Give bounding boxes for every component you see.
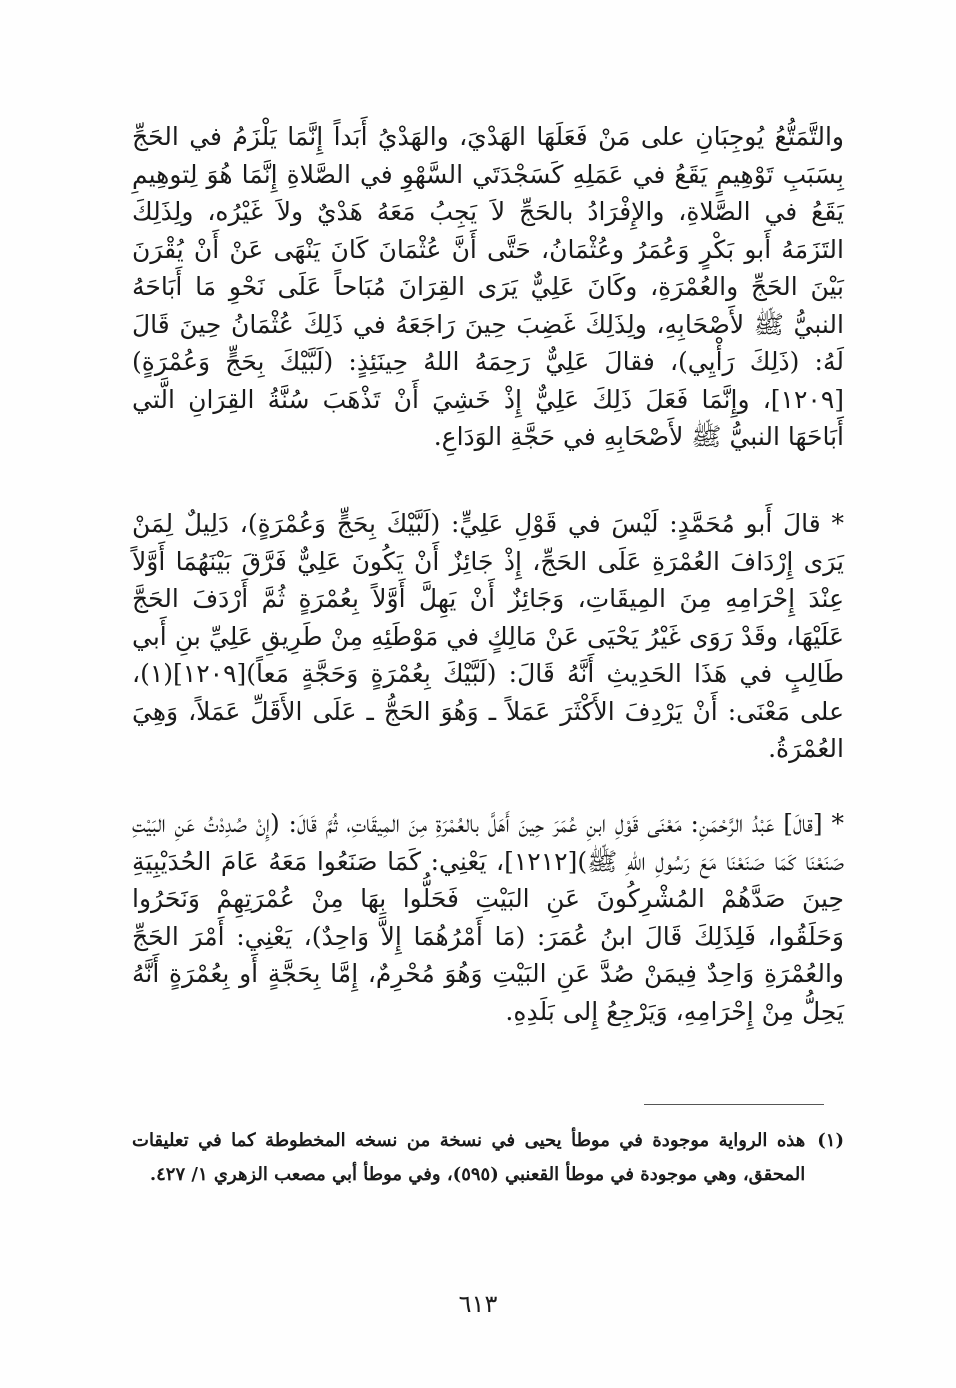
footnote-marker: (١) xyxy=(817,1130,844,1151)
footnote xyxy=(132,1124,844,1192)
body-paragraph-3: * [قالَ] عَبْدُ الرَّحْمَنِ: مَعْنَى قَوْلِ ابنِ عُمَرَ حِينَ أَهَلَّ بالعُمْرَةِ مِنَ المِيقَاتِ، ثُمَّ قَالَ: (إِنْ صُدِدْتُ عَنِ البَيْتِ صَنَعْنَا كَمَا صَنَعْنَا مَعَ رَسُولِ اللهِ ﷺ)[١٢١٢]، يَعْنِي: كَمَا صَنَعُوا مَعَهُ عَامَ الحُدَيْبِيَةِ حِينَ صَدَّهُمْ المُشْرِكُونَ عَنِ البَيْتِ فَحَلُّوا بِهَا مِنْ عُمْرَتِهِمْ وَنَحَرُوا وَحَلَقُوا، فَلِذَلِكَ قَالَ ابنُ عُمَرَ: (مَا أَمْرُهُمَا إِلاَّ وَاحِدٌ)، يَعْنِي: أَمْرَ الحَجِّ والعُمْرَةِ وَاحِدٌ فِيمَنْ صُدَّ عَنِ البَيْتِ وَهُوَ مُحْرِمٌ، إِمَّا بِحَجَّةٍ أَو بِعُمْرَةٍ أَنَّهُ يَحِلُّ مِنْ إِحْرَامِهِ، وَيَرْجِعُ إِلى بَلَدِهِ. xyxy=(132,809,844,1026)
body-paragraph-2: * قالَ أَبو مُحَمَّدٍ: لَيْسَ في قَوْلِ عَلِيٍّ: (لَبَّيْكَ بِحَجٍّ وَعُمْرَةٍ)، دَلِيلٌ لِمَنْ يَرَى إِرْدَافَ العُمْرَةِ عَلَى الحَجِّ، إِذْ جَائِزٌ أَنْ يَكُونَ عَلِيٌّ فَرَّقَ بَيْنَهُمَا أَوَّلاً عِنْدَ إِحْرَامِهِ مِنَ المِيقَاتِ، وَجَائِزٌ أَنْ يَهِلَّ أَوَّلاً بِعُمْرَةٍ ثُمَّ أَرْدَفَ الحَجَّ عَلَيْهَا، وقَدْ رَوَى غَيْرُ يَحْيَى عَنْ مَالِكٍ في مَوْطَئِهِ مِنْ طَرِيقِ عَلِيِّ بنِ أَبي طَالِبٍ في هَذَا الحَدِيثِ أَنَّهُ قَالَ: (لَبَّيْكَ بِعُمْرَةٍ وَحَجَّةٍ مَعاً)[١٢٠٩](١)، على مَعْنَى: أَنْ يَرْدِفَ الأَكْثَرَ عَمَلاً ـ وَهُوَ الحَجُّ ـ عَلَى الأَقَلِّ عَمَلاً، وَهِيَ العُمْرَةُ. xyxy=(132,509,844,763)
footnote-divider xyxy=(644,1104,824,1105)
page-number: ٦١٣ xyxy=(458,1290,498,1318)
footnote-text: هذه الرواية موجودة في موطأ يحيى في نسخة من نسخه المخطوطة كما في تعليقات المحقق، وهي موجودة في موطأ القعنبي (٥٩٥)، وفي موطأ أبي مصعب الزهري ١/ ٤٢٧. xyxy=(132,1130,806,1185)
body-paragraph-1: والتَّمَتُّعُ يُوجِبَانِ على مَنْ فَعَلَهَا الهَدْيَ، والهَدْيُ أَبَداً إِنَّمَا يَلْزَمُ في الحَجِّ بِسَبَبِ تَوْهِيمٍ يَقَعُ في عَمَلِهِ كَسَجْدَتَي السَّهْوِ في الصَّلاةِ إِنَّمَا هُوَ لِتوهِيمِ يَقَعُ في الصَّلاةِ، والإِفْرَادُ بالحَجِّ لاَ يَجِبُ مَعَهُ هَدْيٌ ولاَ غَيْرُه، ولِذَلِكَ التَزَمَهُ أَبو بَكْرٍ وَعُمَرُ وعُثْمَانُ، حَتَّى أَنَّ عُثْمَانَ كَانَ يَنْهَى عَنْ أَنْ يُقْرَنَ بَيْنَ الحَجِّ والعُمْرَةِ، وكَانَ عَلِيٌّ يَرَى القِرَانَ مُبَاحاً عَلَى نَحْوِ مَا أَبَاحَهُ النبيُّ ﷺ لأَصْحَابِهِ، ولِذَلِكَ غَضِبَ حِينَ رَاجَعَهُ في ذَلِكَ عُثْمَانُ حِينَ قَالَ لَهُ: (ذَلِكَ رَأْيِي)، فقالَ عَلِيٌّ رَحِمَهُ اللهُ حِينَئِذٍ: (لَبَّيْكَ بِحَجٍّ وَعُمْرَةٍ)[١٢٠٩]، وإِنَّمَا فَعَلَ ذَلِكَ عَلِيٌّ إِذْ خَشِيَ أَنْ تَذْهَبَ سُنَّةُ القِرَانِ الَّتي أَبَاحَهَا النبيُّ ﷺ لأَصْحَابِهِ في حَجَّةِ الوَدَاعِ. xyxy=(132,122,845,451)
